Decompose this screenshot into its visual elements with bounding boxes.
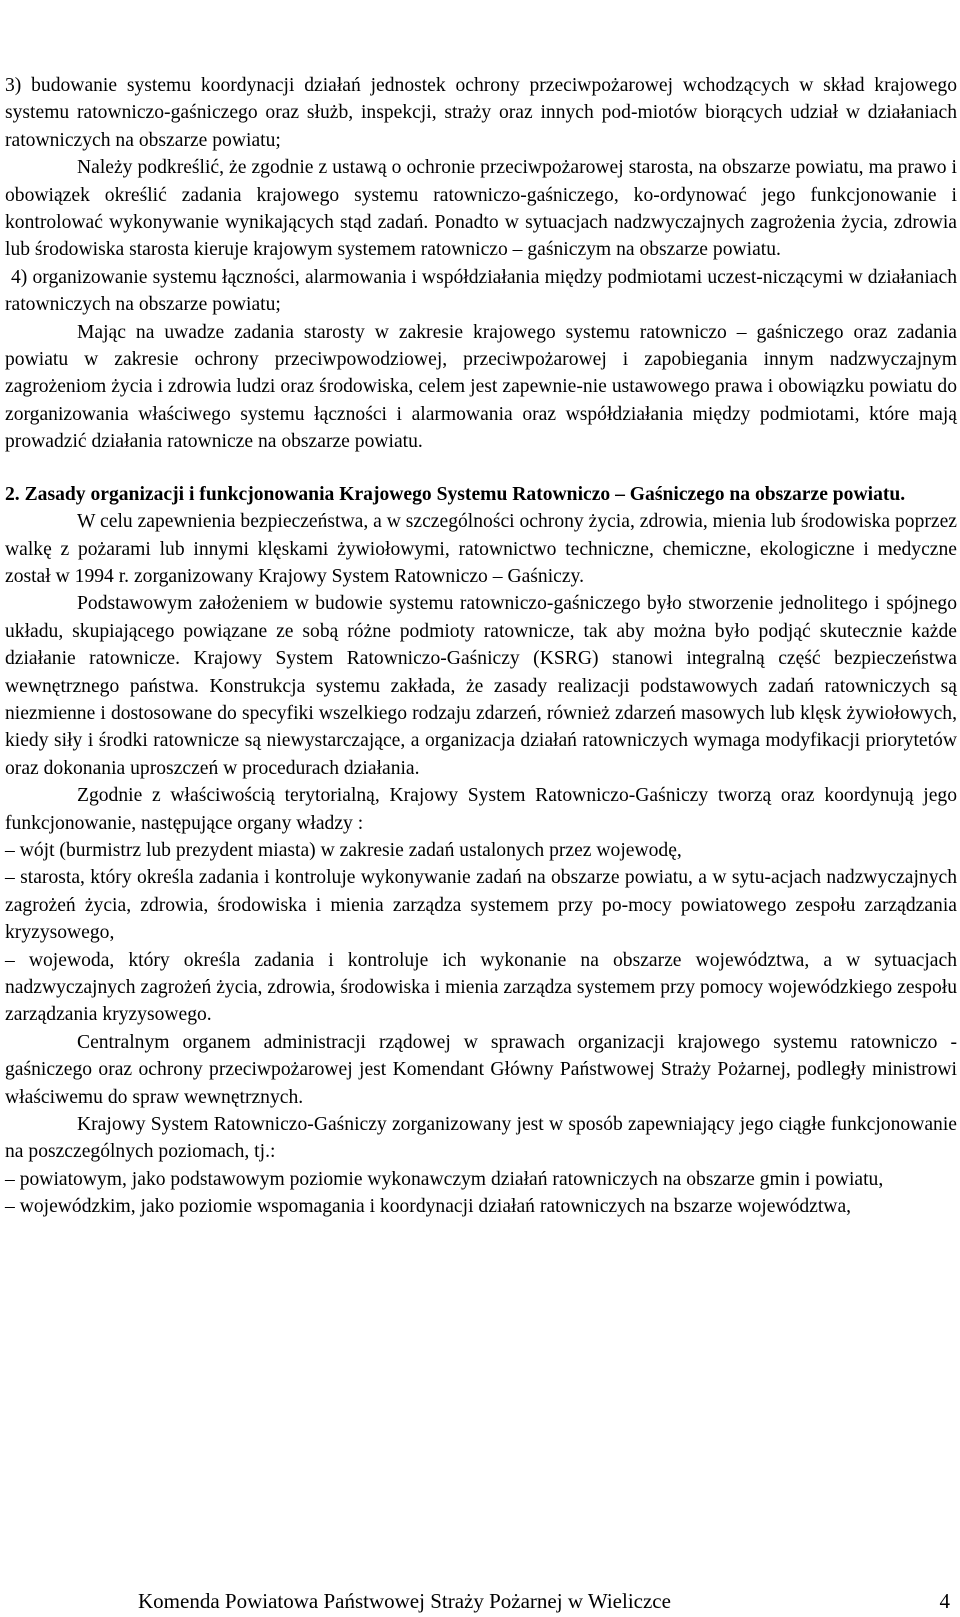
page-footer xyxy=(0,1588,960,1614)
page-header xyxy=(0,0,960,46)
paragraph-central-authority: Centralnym organem administracji rządowej w sprawach organizacji krajowego systemu ratowniczo - gaśniczego oraz ochrony przeciwpożarowej jest Komendant Główny Państwowej Straży Pożarnej, podległy ministrowi właściwemu do spraw wewnętrznych. xyxy=(5,1031,957,1108)
list-item-starosta: – starosta, który określa zadania i kontroluje wykonywanie zadań na obszarze powiatu, a w sytu-acjach nadzwyczajnych zagrożeń życia, zdrowia, środowiska i mienia zarządza systemem przy po-mocy powiatowego zespołu zarządzania kryzysowego, xyxy=(5,867,957,944)
list-item-powiatowy: – powiatowym, jako podstawowym poziomie wykonawczym działań ratowniczych na obszarze gmin i powiatu, xyxy=(5,1168,884,1190)
paragraph-ksrg-origin: W celu zapewnienia bezpieczeństwa, a w szczególności ochrony życia, zdrowia, mienia lub środowiska poprzez walkę z pożarami lub innymi klęskami żywiołowymi, ratownictwo techniczne, chemiczne, ekologiczne i medyczne został w 1994 r. zorganizowany Krajowy System Ratowniczo – Gaśniczy. xyxy=(5,511,957,587)
paragraph-starosta-duties: Należy podkreślić, że zgodnie z ustawą o ochronie przeciwpożarowej starosta, na obszarze powiatu, ma prawo i obowiązek określić zadania krajowego systemu ratowniczo-gaśniczego, ko-ordynować jego funkcjonowanie i kontrolować wykonywanie wynikających stąd zadań. Ponadto w sytuacjach nadzwyczajnych zagrożenia życia, zdrowia lub środowiska starosta kieruje krajowym systemem ratowniczo – gaśniczym na obszarze powiatu. xyxy=(5,157,957,261)
document-body xyxy=(5,72,957,1221)
page-number: 4 xyxy=(939,1589,950,1613)
list-item-wojt: – wójt (burmistrz lub prezydent miasta) w zakresie zadań ustalonych przez wojewodę, xyxy=(5,839,682,861)
paragraph-point-4: 4) organizowanie systemu łączności, alarmowania i współdziałania między podmiotami uczest-niczącymi w działaniach ratowniczych na obszarze powiatu; xyxy=(5,266,957,316)
header-line-1: Informacja o stanie bezpieczeństwa Powiatu Wielickiego xyxy=(262,3,674,23)
paragraph-communication-system: Mając na uwadze zadania starosty w zakresie krajowego systemu ratowniczo – gaśniczego oraz zadania powiatu w zakresie ochrony przeciwpowodziowej, przeciwpożarowej i zapobiegania innym nadzwyczajnym zagrożeniom życia i zdrowia ludzi oraz środowiska, celem jest zapewnie-nie ustawowego prawa i obowiązku powiatu do zorganizowania właściwego systemu łączności i alarmowania oraz współdziałania między podmiotami, które mają prowadzić działania ratownicze na obszarze powiatu. xyxy=(5,321,957,453)
footer-organization: Komenda Powiatowa Państwowej Straży Pożarnej w Wieliczce xyxy=(138,1589,671,1613)
section-heading-2: 2. Zasady organizacji i funkcjonowania Krajowego Systemu Ratowniczo – Gaśniczego na obszarze powiatu. xyxy=(5,483,906,505)
header-title xyxy=(208,2,728,46)
header-line-2: w zakresie ochrony przeciwpożarowej w 2010 roku. xyxy=(279,25,657,45)
paragraph-point-3: 3) budowanie systemu koordynacji działań jednostek ochrony przeciwpożarowej wchodzących w skład krajowego systemu ratowniczo-gaśniczego oraz służb, inspekcji, straży oraz innych pod-miotów biorących udział w działaniach ratowniczych na obszarze powiatu; xyxy=(5,75,957,151)
section-spacer xyxy=(5,456,957,481)
paragraph-authorities-intro: Zgodnie z właściwością terytorialną, Krajowy System Ratowniczo-Gaśniczy tworzą oraz koordynują jego funkcjonowanie, następujące organy władzy : xyxy=(5,785,957,834)
list-item-wojewodzki: – wojewódzkim, jako poziomie wspomagania i koordynacji działań ratowniczych na bszarze województwa, xyxy=(5,1196,852,1218)
paragraph-ksrg-assumptions: Podstawowym założeniem w budowie systemu ratowniczo-gaśniczego było stworzenie jednolitego i spójnego układu, skupiającego powiązane ze sobą różne podmioty ratownicze, tak aby można było podjąć skutecznie każde działanie ratownicze. Krajowy System Ratowniczo-Gaśniczy (KSRG) stanowi integralną część bezpieczeństwa wewnętrznego państwa. Konstrukcja systemu zakłada, że zasady realizacji podstawowych zadań ratowniczych są niezmienne i dostosowane do specyfiki wszelkiego rodzaju zdarzeń, również zdarzeń masowych lub klęsk żywiołowych, kiedy siły i środki ratownicze są niewystarczające, a organizacja działań ratowniczych wymaga modyfikacji priorytetów oraz dokonania uproszczeń w procedurach działania. xyxy=(5,593,957,779)
list-item-wojewoda: – wojewoda, który określa zadania i kontroluje ich wykonanie na obszarze województwa, a w sytuacjach nadzwyczajnych zagrożeń życia, zdrowia, środowiska i mienia zarządza systemem przy pomocy wojewódzkiego zespołu zarządzania kryzysowego. xyxy=(5,949,957,1026)
paragraph-levels-intro: Krajowy System Ratowniczo-Gaśniczy zorganizowany jest w sposób zapewniający jego ciągłe funkcjonowanie na poszczególnych poziomach, tj.: xyxy=(5,1114,957,1163)
